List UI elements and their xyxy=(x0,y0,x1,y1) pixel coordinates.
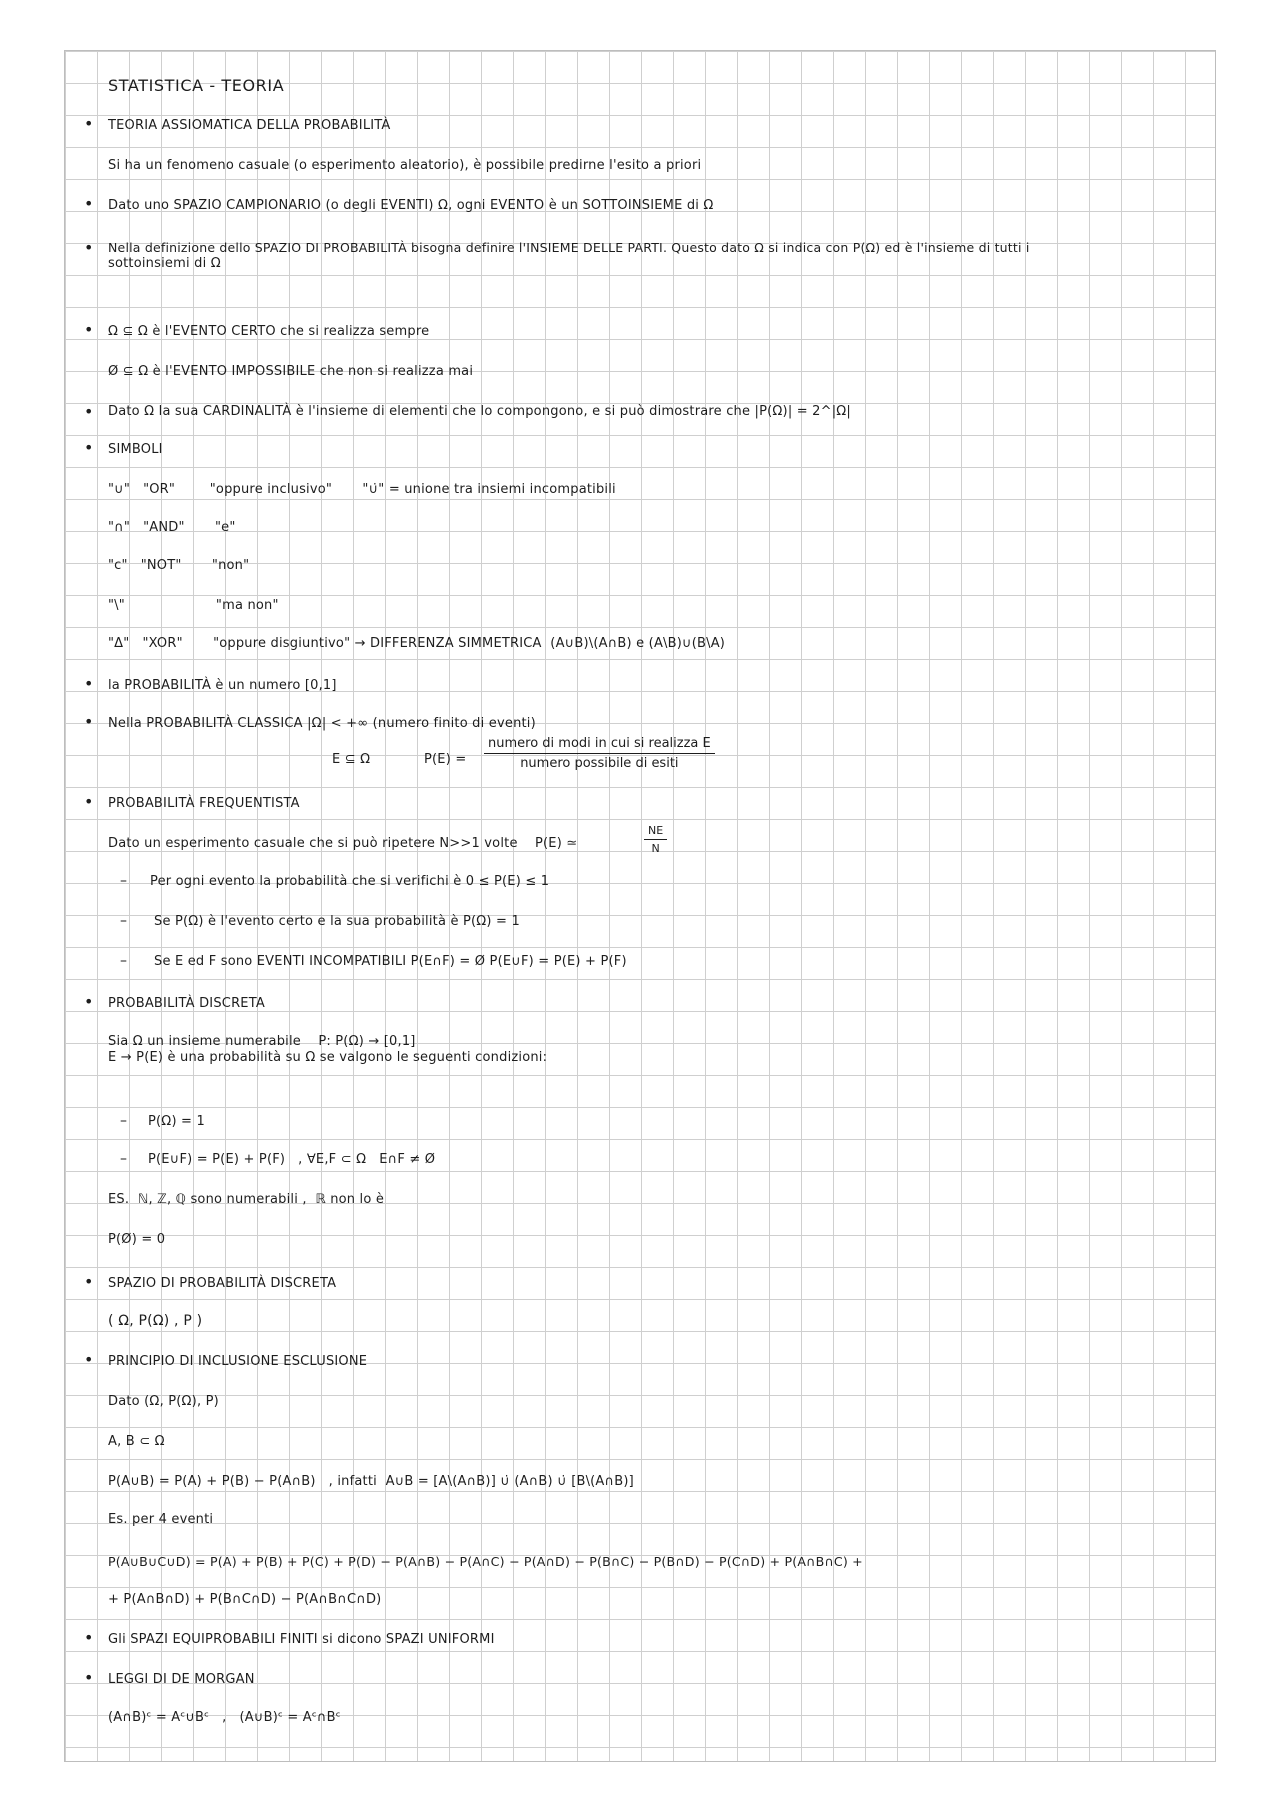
text-evento-certo: Ω ⊆ Ω è l'EVENTO CERTO che si realizza sempre xyxy=(108,324,430,339)
heading-simboli: SIMBOLI xyxy=(108,442,163,457)
bullet-2: • xyxy=(84,194,94,213)
text-de-morgan-formula: (A∩B)ᶜ = Aᶜ∪Bᶜ , (A∪B)ᶜ = Aᶜ∩Bᶜ xyxy=(108,1710,341,1725)
heading-inclusione-esclusione: PRINCIPIO DI INCLUSIONE ESCLUSIONE xyxy=(108,1354,368,1369)
text-fenomeno: Si ha un fenomeno casuale (o esperimento aleatorio), è possibile predirne l'esito a priori xyxy=(108,158,702,173)
formula-frequency-fraction xyxy=(644,824,667,855)
text-evento-impossibile: Ø ⊆ Ω è l'EVENTO IMPOSSIBILE che non si realizza mai xyxy=(108,364,474,379)
text-eventi-incompatibili: Se E ed F sono EVENTI INCOMPATIBILI P(E∩F) = Ø P(E∪F) = P(E) + P(F) xyxy=(154,954,627,969)
text-spazi-uniformi: Gli SPAZI EQUIPROBABILI FINITI si dicono SPAZI UNIFORMI xyxy=(108,1632,495,1647)
grid-paper xyxy=(64,50,1216,1762)
formula-frequency-denominator: N xyxy=(651,842,660,855)
text-probabilita-classica: Nella PROBABILITÀ CLASSICA |Ω| < +∞ (numero finito di eventi) xyxy=(108,716,536,731)
bullet-5: • xyxy=(84,402,94,421)
dash-5: – xyxy=(120,1151,127,1167)
bullet-1: • xyxy=(84,114,94,133)
bullet-3: • xyxy=(84,238,94,257)
formula-frequency-numerator: NE xyxy=(644,824,667,840)
text-terna: ( Ω, P(Ω) , P ) xyxy=(108,1313,203,1329)
heading-frequentista: PROBABILITÀ FREQUENTISTA xyxy=(108,796,300,811)
text-p-vuoto: P(Ø) = 0 xyxy=(108,1232,166,1247)
text-cardinalita: Dato Ω la sua CARDINALITÀ è l'insieme di elementi che lo compongono, e si può dimostrare che |P(Ω)| = 2^|Ω| xyxy=(108,404,852,419)
formula-classical-numerator: numero di modi in cui si realizza E xyxy=(484,736,715,754)
text-esempio-quattro: Es. per 4 eventi xyxy=(108,1512,214,1527)
heading-de-morgan: LEGGI DI DE MORGAN xyxy=(108,1672,255,1687)
symbol-difference: "\" "ma non" xyxy=(108,598,279,613)
formula-classical-denominator: numero possibile di esiti xyxy=(520,756,679,771)
symbol-union: "∪" "OR" "oppure inclusivo" "∪̇" = unione tra insiemi incompatibili xyxy=(108,482,616,497)
dash-4: – xyxy=(120,1113,127,1129)
page-title: STATISTICA - TEORIA xyxy=(108,76,285,95)
bullet-12: • xyxy=(84,1350,94,1369)
text-probabilita-numero: la PROBABILITÀ è un numero [0,1] xyxy=(108,678,337,693)
bullet-6: • xyxy=(84,438,94,457)
heading-spazio-discreto: SPAZIO DI PROBABILITÀ DISCRETA xyxy=(108,1276,337,1291)
bullet-4: • xyxy=(84,320,94,339)
heading-discreta: PROBABILITÀ DISCRETA xyxy=(108,996,265,1011)
bullet-13: • xyxy=(84,1628,94,1647)
dash-2: – xyxy=(120,913,127,929)
dash-1: – xyxy=(120,873,127,889)
heading-assiomatica: TEORIA ASSIOMATICA DELLA PROBABILITÀ xyxy=(108,118,391,133)
text-esempio-numerabili: ES. ℕ, ℤ, ℚ sono numerabili , ℝ non lo è xyxy=(108,1192,385,1207)
symbol-xor: "Δ" "XOR" "oppure disgiuntivo" → DIFFERENZA SIMMETRICA (A∪B)\(A∩B) e (A\B)∪(B\A) xyxy=(108,636,726,651)
text-evento-certo-prob: Se P(Ω) è l'evento certo e la sua probabilità è P(Ω) = 1 xyxy=(154,914,520,929)
formula-pe-label: P(E) = xyxy=(424,752,467,767)
text-formula-quattro-2: + P(A∩B∩D) + P(B∩C∩D) − P(A∩B∩C∩D) xyxy=(108,1592,382,1607)
text-insieme-parti-2: sottoinsiemi di Ω xyxy=(108,256,221,271)
text-probabilita-range: Per ogni evento la probabilità che si verifichi è 0 ≤ P(E) ≤ 1 xyxy=(150,874,550,889)
text-additivita: P(E∪F) = P(E) + P(F) , ∀E,F ⊂ Ω E∩F ≠ Ø xyxy=(148,1152,436,1167)
text-insieme-numerabile: Sia Ω un insieme numerabile P: P(Ω) → [0,1] xyxy=(108,1034,416,1049)
bullet-11: • xyxy=(84,1272,94,1291)
text-formula-quattro-1: P(A∪B∪C∪D) = P(A) + P(B) + P(C) + P(D) − P(A∩B) − P(A∩C) − P(A∩D) − P(B∩C) − P(B∩D) − P(C∩D) + P(A∩B∩C) + xyxy=(108,1554,863,1569)
text-a-b-subset: A, B ⊂ Ω xyxy=(108,1434,165,1449)
bullet-9: • xyxy=(84,792,94,811)
formula-classical-fraction xyxy=(484,736,715,771)
text-formula-due-eventi: P(A∪B) = P(A) + P(B) − P(A∩B) , infatti A∪B = [A\(A∩B)] ∪̇ (A∩B) ∪̇ [B\(A∩B)] xyxy=(108,1474,634,1489)
bullet-14: • xyxy=(84,1668,94,1687)
text-condizioni: E → P(E) è una probabilità su Ω se valgono le seguenti condizioni: xyxy=(108,1050,548,1065)
bullet-7: • xyxy=(84,674,94,693)
bullet-10: • xyxy=(84,992,94,1011)
bullet-8: • xyxy=(84,712,94,731)
text-spazio-campionario: Dato uno SPAZIO CAMPIONARIO (o degli EVENTI) Ω, ogni EVENTO è un SOTTOINSIEME di Ω xyxy=(108,198,714,213)
text-esperimento-ripetuto: Dato un esperimento casuale che si può ripetere N>>1 volte P(E) ≃ xyxy=(108,836,578,851)
dash-3: – xyxy=(120,953,127,969)
symbol-intersection: "∩" "AND" "e" xyxy=(108,520,236,535)
text-dato-spazio: Dato (Ω, P(Ω), P) xyxy=(108,1394,219,1409)
formula-e-subset: E ⊆ Ω xyxy=(332,752,371,767)
symbol-complement: "c" "NOT" "non" xyxy=(108,558,250,573)
text-insieme-parti-1: Nella definizione dello SPAZIO DI PROBABILITÀ bisogna definire l'INSIEME DELLE PARTI. Questo dato Ω si indica con P(Ω) ed è l'insieme di tutti i xyxy=(108,240,1030,255)
text-p-omega-1: P(Ω) = 1 xyxy=(148,1114,205,1129)
